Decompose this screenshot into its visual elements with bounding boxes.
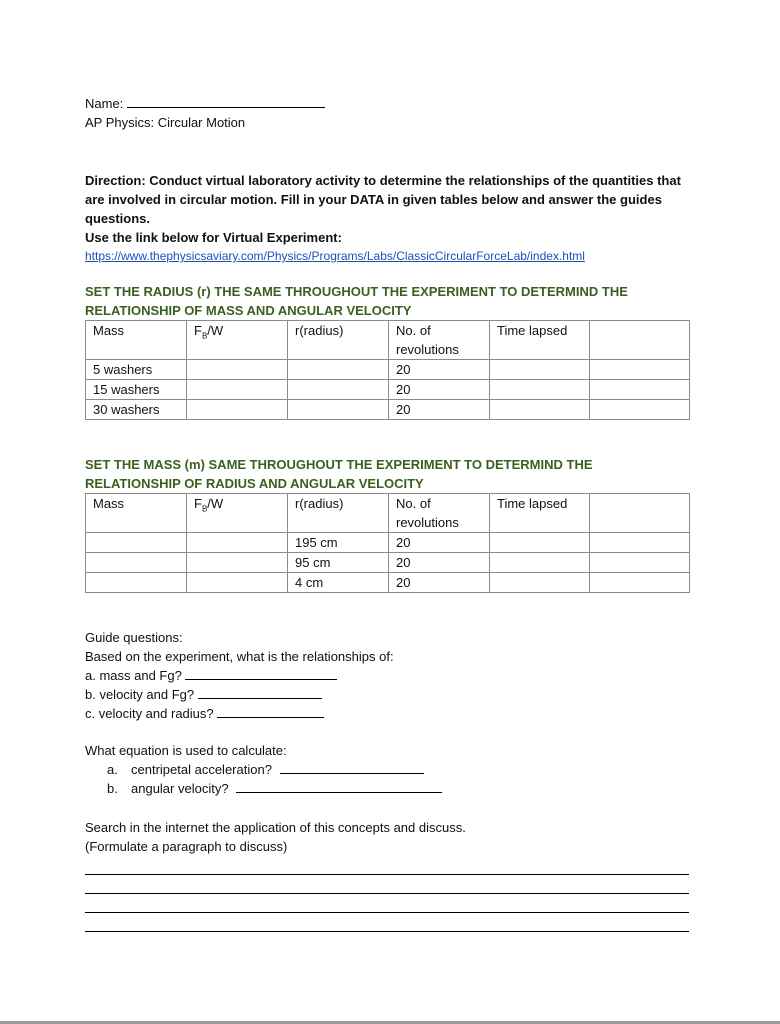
table-row <box>86 573 690 593</box>
answer-field[interactable] <box>280 760 424 774</box>
table-cell: 20 <box>389 400 490 420</box>
table-cell[interactable] <box>490 400 590 420</box>
table-cell[interactable] <box>187 533 288 553</box>
table-cell[interactable] <box>86 553 187 573</box>
col-extra <box>590 494 690 533</box>
table-cell[interactable] <box>590 553 690 573</box>
question-text: angular velocity? <box>131 781 229 796</box>
answer-field[interactable] <box>198 685 322 699</box>
equation-question <box>85 760 442 779</box>
table-cell: 20 <box>389 533 490 553</box>
equation-question <box>85 779 442 798</box>
table-cell[interactable] <box>590 380 690 400</box>
col-extra <box>590 321 690 360</box>
table-cell: 15 washers <box>86 380 187 400</box>
table1 <box>85 320 690 420</box>
guide-question <box>85 666 394 685</box>
guide-title: Guide questions: <box>85 630 183 645</box>
item-number: b. <box>107 781 118 796</box>
answer-field[interactable] <box>217 704 324 718</box>
discussion-prompt: Search in the internet the application of this concepts and discuss. <box>85 820 466 835</box>
table-cell[interactable] <box>187 400 288 420</box>
table2 <box>85 493 690 593</box>
answer-line[interactable] <box>85 913 689 932</box>
force-subscript: B <box>201 504 208 514</box>
table2-section <box>85 455 689 593</box>
answer-line[interactable] <box>85 856 689 875</box>
table-cell: 5 washers <box>86 360 187 380</box>
table2-title: SET THE MASS (m) SAME THROUGHOUT THE EXPERIMENT TO DETERMIND THE RELATIONSHIP OF RADIUS AND ANGULAR VELOCITY <box>85 457 593 491</box>
header <box>85 94 325 132</box>
weight-symbol: /W <box>207 323 224 338</box>
answer-line[interactable] <box>85 875 689 894</box>
force-symbol: F <box>194 323 202 338</box>
table-row <box>86 380 690 400</box>
col-mass: Mass <box>86 494 187 533</box>
answer-field[interactable] <box>185 666 337 680</box>
table-cell[interactable] <box>288 360 389 380</box>
table-row <box>86 360 690 380</box>
answer-field[interactable] <box>236 779 442 793</box>
virtual-experiment-link[interactable]: https://www.thephysicsaviary.com/Physics/Programs/Labs/ClassicCircularForceLab/index.html <box>85 249 585 263</box>
table-cell[interactable] <box>590 360 690 380</box>
table-cell[interactable] <box>187 360 288 380</box>
force-symbol: F <box>194 496 202 511</box>
table-cell[interactable] <box>490 573 590 593</box>
table-cell[interactable] <box>187 380 288 400</box>
equations-section <box>85 741 442 798</box>
table-cell[interactable] <box>86 533 187 553</box>
table-cell: 4 cm <box>288 573 389 593</box>
table-cell[interactable] <box>86 573 187 593</box>
table-cell: 20 <box>389 360 490 380</box>
name-line <box>85 94 325 113</box>
col-force-weight <box>187 321 288 360</box>
col-revolutions: No. of revolutions <box>389 321 490 360</box>
table1-title: SET THE RADIUS (r) THE SAME THROUGHOUT THE EXPERIMENT TO DETERMIND THE RELATIONSHIP OF MASS AND ANGULAR VELOCITY <box>85 284 628 318</box>
link-intro: Use the link below for Virtual Experiment: <box>85 230 342 245</box>
guide-question <box>85 685 394 704</box>
table-cell: 95 cm <box>288 553 389 573</box>
table-cell: 20 <box>389 380 490 400</box>
table-cell[interactable] <box>187 573 288 593</box>
table-cell[interactable] <box>490 380 590 400</box>
table2-header-row <box>86 494 690 533</box>
table-cell[interactable] <box>490 533 590 553</box>
course-title: AP Physics: Circular Motion <box>85 115 246 130</box>
question-text: b. velocity and Fg? <box>85 687 195 702</box>
direction-block <box>85 171 689 266</box>
col-radius: r(radius) <box>288 494 389 533</box>
weight-symbol: /W <box>207 496 224 511</box>
table-cell[interactable] <box>590 400 690 420</box>
force-subscript: B <box>201 331 208 341</box>
table-cell[interactable] <box>490 360 590 380</box>
answer-line[interactable] <box>85 894 689 913</box>
item-number: a. <box>107 762 118 777</box>
guide-question <box>85 704 394 723</box>
table-cell[interactable] <box>288 380 389 400</box>
table-cell[interactable] <box>590 573 690 593</box>
table-cell[interactable] <box>490 553 590 573</box>
col-time-lapsed: Time lapsed <box>490 494 590 533</box>
table-cell[interactable] <box>187 553 288 573</box>
table-cell: 20 <box>389 553 490 573</box>
table-cell: 195 cm <box>288 533 389 553</box>
question-text: a. mass and Fg? <box>85 668 182 683</box>
table-row <box>86 400 690 420</box>
equations-intro: What equation is used to calculate: <box>85 743 287 758</box>
col-revolutions: No. of revolutions <box>389 494 490 533</box>
table-cell[interactable] <box>590 533 690 553</box>
table1-section <box>85 282 689 420</box>
col-radius: r(radius) <box>288 321 389 360</box>
table-cell: 20 <box>389 573 490 593</box>
table-row <box>86 533 690 553</box>
question-text: centripetal acceleration? <box>131 762 272 777</box>
table-cell: 30 washers <box>86 400 187 420</box>
table-cell[interactable] <box>288 400 389 420</box>
col-mass: Mass <box>86 321 187 360</box>
discussion-section <box>85 818 689 932</box>
guide-section <box>85 628 394 723</box>
question-text: c. velocity and radius? <box>85 706 214 721</box>
name-field[interactable] <box>127 94 325 108</box>
direction-text: Direction: Conduct virtual laboratory activity to determine the relationships of the quantities that are involved in circular motion. Fill in your DATA in given tables below and answer the guides questions. <box>85 173 681 226</box>
table1-header-row <box>86 321 690 360</box>
guide-intro: Based on the experiment, what is the relationships of: <box>85 649 394 664</box>
col-force-weight <box>187 494 288 533</box>
discussion-instruction: (Formulate a paragraph to discuss) <box>85 839 288 854</box>
table-row <box>86 553 690 573</box>
name-label: Name: <box>85 96 124 111</box>
col-time-lapsed: Time lapsed <box>490 321 590 360</box>
